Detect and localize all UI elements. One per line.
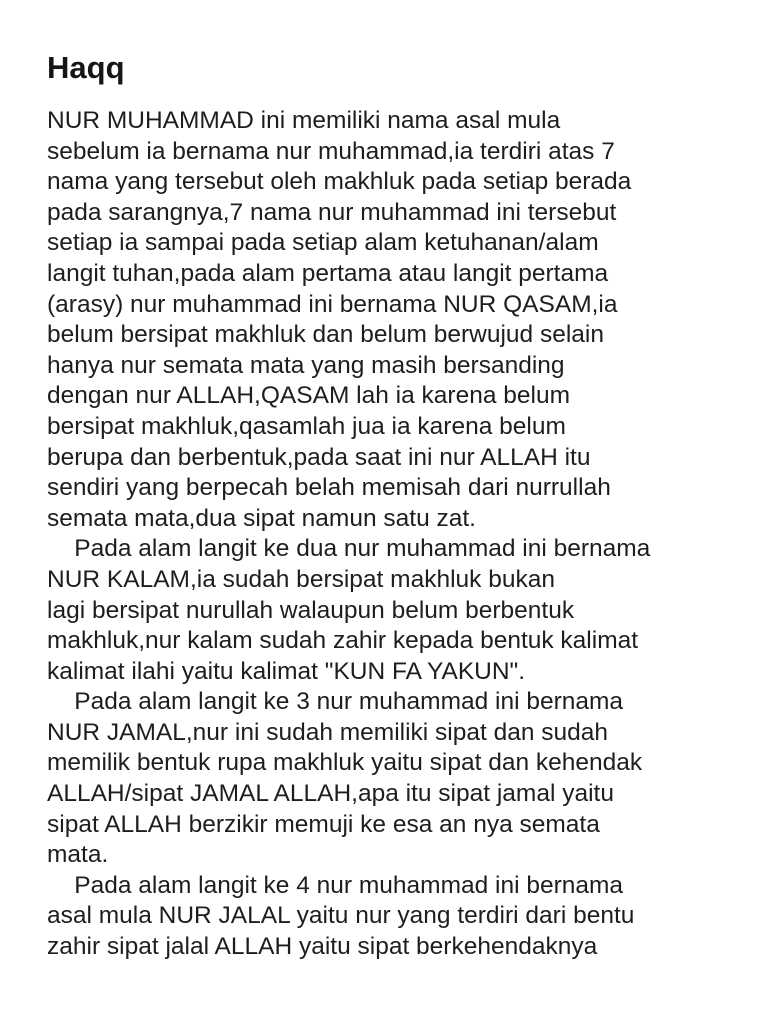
text-line: asal mula NUR JALAL yaitu nur yang terdiri dari bentu <box>47 902 635 930</box>
text-line: zahir sipat jalal ALLAH yaitu sipat berkehendaknya <box>47 933 598 961</box>
text-line: mata. <box>47 841 109 869</box>
text-line: kalimat ilahi yaitu kalimat "KUN FA YAKUN". <box>47 657 526 685</box>
text-line: nama yang tersebut oleh makhluk pada setiap berada <box>47 168 632 196</box>
text-line: sipat ALLAH berzikir memuji ke esa an nya semata <box>47 810 600 838</box>
text-line: belum bersipat makhluk dan belum berwujud selain <box>47 321 605 349</box>
text-line: NUR MUHAMMAD ini memiliki nama asal mula <box>47 107 561 134</box>
text-line: langit tuhan,pada alam pertama atau langit pertama <box>47 259 609 287</box>
text-line: (arasy) nur muhammad ini bernama NUR QASAM,ia <box>47 290 618 318</box>
text-line: bersipat makhluk,qasamlah jua ia karena belum <box>47 412 566 440</box>
text-line: Pada alam langit ke 4 nur muhammad ini bernama <box>47 871 624 899</box>
text-line: sebelum ia bernama nur muhammad,ia terdiri atas 7 <box>47 137 615 165</box>
text-line: sendiri yang berpecah belah memisah dari nurrullah <box>47 474 611 502</box>
text-line: Pada alam langit ke dua nur muhammad ini bernama <box>47 535 651 563</box>
text-line: berupa dan berbentuk,pada saat ini nur ALLAH itu <box>47 443 591 471</box>
text-line: dengan nur ALLAH,QASAM lah ia karena belum <box>47 382 570 410</box>
text-line: lagi bersipat nurullah walaupun belum berbentuk <box>47 596 575 624</box>
text-line: NUR KALAM,ia sudah bersipat makhluk bukan <box>47 565 555 593</box>
text-line: NUR JAMAL,nur ini sudah memiliki sipat dan sudah <box>47 718 609 746</box>
text-line: Pada alam langit ke 3 nur muhammad ini bernama <box>47 688 624 716</box>
text-line: memilik bentuk rupa makhluk yaitu sipat dan kehendak <box>47 749 643 777</box>
text-line: pada sarangnya,7 nama nur muhammad ini tersebut <box>47 198 617 226</box>
text-line: ALLAH/sipat JAMAL ALLAH,apa itu sipat jamal yaitu <box>47 780 614 808</box>
text-line: semata mata,dua sipat namun satu zat. <box>47 504 476 532</box>
text-line: hanya nur semata mata yang masih bersanding <box>47 351 565 379</box>
text-line: makhluk,nur kalam sudah zahir kepada bentuk kalimat <box>47 627 639 655</box>
body-text <box>47 106 747 963</box>
page-title: Haqq <box>47 50 125 85</box>
text-line: setiap ia sampai pada setiap alam ketuhanan/alam <box>47 229 599 257</box>
